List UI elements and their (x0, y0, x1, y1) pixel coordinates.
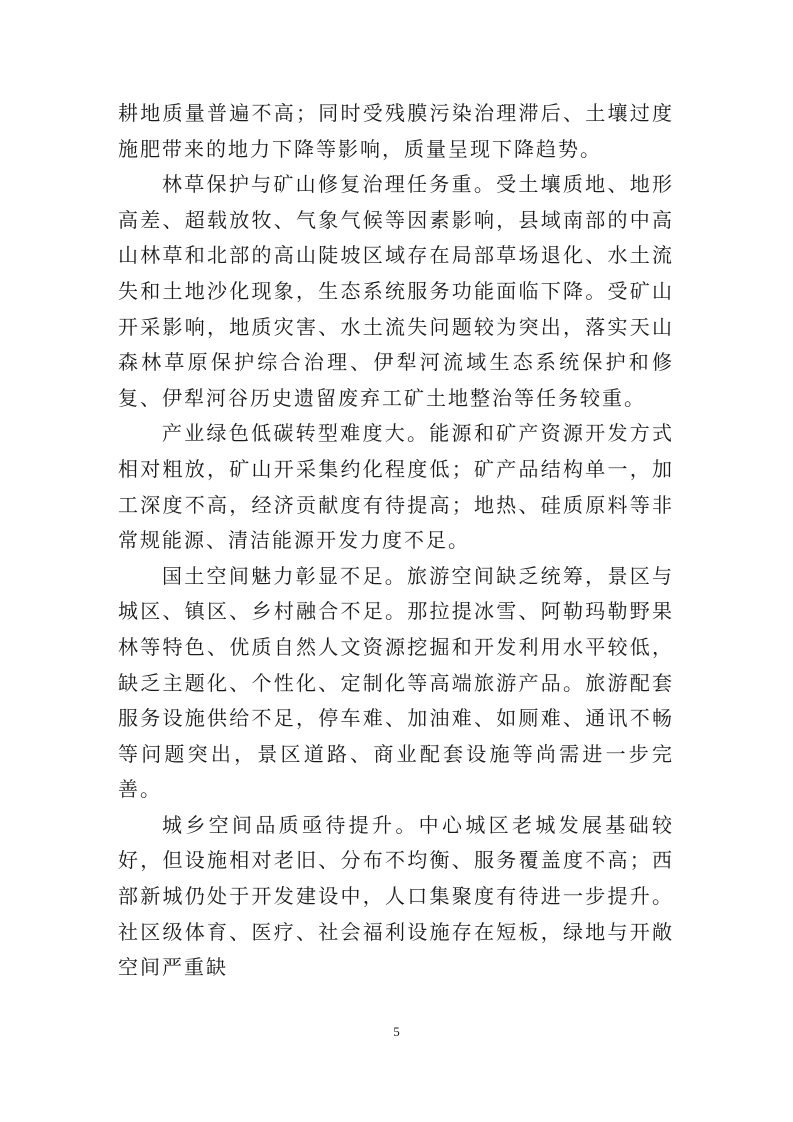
page-number: 5 (393, 1024, 400, 1039)
paragraph-urban-rural-quality: 城乡空间品质亟待提升。中心城区老城发展基础较好，但设施相对老旧、分布不均衡、服务覆盖度不高；西部新城仍处于开发建设中，人口集聚度有待进一步提升。社区级体育、医疗、社会福利设施存在短板，绿地与开敞空间严重缺 (118, 812, 674, 980)
paragraph-continuation: 耕地质量普遍不高；同时受残膜污染治理滞后、土壤过度施肥带来的地力下降等影响，质量呈现下降趋势。 (118, 101, 674, 161)
paragraph-forest-grass-mine-restoration: 林草保护与矿山修复治理任务重。受土壤质地、地形高差、超载放牧、气象气候等因素影响，县域南部的中高山林草和北部的高山陡坡区域存在局部草场退化、水土流失和土地沙化现象，生态系统服务功能面临下降。受矿山开采影响，地质灾害、水土流失问题较为突出，落实天山森林草原保护综合治理、伊犁河流域生态系统保护和修复、伊犁河谷历史遗留废弃工矿土地整治等任务较重。 (118, 172, 674, 410)
paragraph-green-low-carbon-industry: 产业绿色低碳转型难度大。能源和矿产资源开发方式相对粗放，矿山开采集约化程度低；矿产品结构单一，加工深度不高，经济贡献度有待提高；地热、硅质原料等非常规能源、清洁能源开发力度不足。 (118, 421, 674, 553)
paragraph-territorial-space-appeal: 国土空间魅力彰显不足。旅游空间缺乏统筹，景区与城区、镇区、乡村融合不足。那拉提冰雪、阿勒玛勒野果林等特色、优质自然人文资源挖掘和开发利用水平较低，缺乏主题化、个性化、定制化等高端旅游产品。旅游配套服务设施供给不足，停车难、加油难、如厕难、通讯不畅等问题突出，景区道路、商业配套设施等尚需进一步完善。 (118, 563, 674, 802)
body-text (118, 96, 674, 986)
